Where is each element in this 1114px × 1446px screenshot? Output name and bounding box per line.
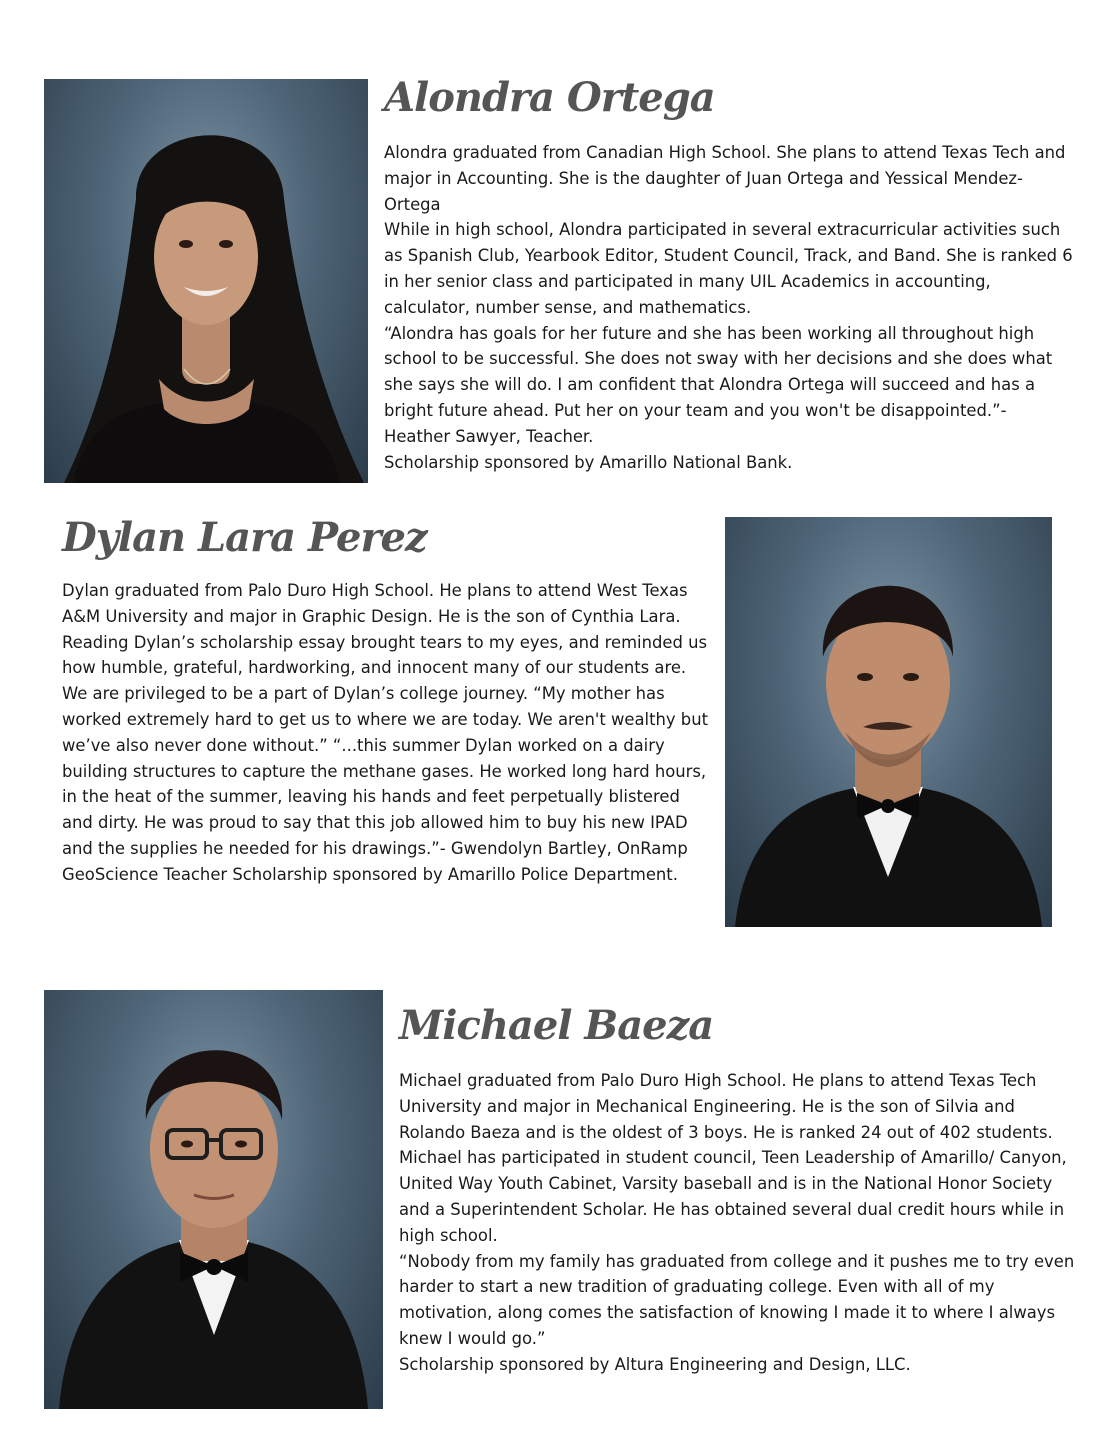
bio-paragraph: “Nobody from my family has graduated from college and it pushes me to try even harder to start a new tradition of graduating college. Even with all of my motivation, along comes the satisfaction of knowing I made it to where I always knew I would go.” — [399, 1251, 1075, 1348]
student-photo-alondra — [44, 79, 368, 483]
student-name-alondra: Alondra Ortega — [384, 74, 715, 121]
student-bio-michael — [399, 1068, 1077, 1378]
portrait-illustration — [44, 79, 368, 483]
portrait-illustration — [44, 990, 383, 1409]
bio-paragraph: Scholarship sponsored by Altura Engineering and Design, LLC. — [399, 1354, 911, 1374]
student-bio-alondra — [384, 140, 1074, 475]
student-name-michael: Michael Baeza — [399, 1002, 714, 1049]
bio-paragraph: Alondra graduated from Canadian High School. She plans to attend Texas Tech and major in Accounting. She is the daughter of Juan Ortega and Yessical Mendez-Ortega — [384, 143, 1066, 214]
bio-paragraph: Dylan graduated from Palo Duro High School. He plans to attend West Texas A&M University and major in Graphic Design. He is the son of Cynthia Lara. — [62, 581, 688, 626]
bio-paragraph: Reading Dylan’s scholarship essay brought tears to my eyes, and reminded us how humble, grateful, hardworking, and innocent many of our students are. We are privileged to be a part of Dylan’s college journey. “My mother has worked extremely hard to get us to where we are today. We aren't wealthy but we’ve also never done without.” “...this summer Dylan worked on a dairy building structures to capture the methane gases. He worked long hard hours, in the heat of the summer, leaving his hands and feet perpetually blistered and dirty. He was proud to say that this job allowed him to buy his new IPAD and the supplies he needed for his drawings.”- Gwendolyn Bartley, OnRamp GeoScience Teacher Scholarship sponsored by Amarillo Police Department. — [62, 632, 709, 884]
bio-paragraph: “Alondra has goals for her future and she has been working all throughout high school to be successful. She does not sway with her decisions and she does what she says she will do. I am confident that Alondra Ortega will succeed and has a bright future ahead. Put her on your team and you won't be disappointed.”- Heather Sawyer, Teacher. — [384, 323, 1053, 446]
student-name-dylan: Dylan Lara Perez — [62, 514, 427, 561]
student-bio-dylan — [62, 578, 714, 888]
bio-paragraph: Michael graduated from Palo Duro High School. He plans to attend Texas Tech University and major in Mechanical Engineering. He is the son of Silvia and Rolando Baeza and is the oldest of 3 boys. He is ranked 24 out of 402 students. Michael has participated in student council, Teen Leadership of Amarillo/ Canyon, United Way Youth Cabinet, Varsity baseball and is in the National Honor Society and a Superintendent Scholar. He has obtained several dual credit hours while in high school. — [399, 1071, 1067, 1245]
student-photo-michael — [44, 990, 383, 1409]
portrait-illustration — [725, 517, 1052, 927]
bio-paragraph: While in high school, Alondra participated in several extracurricular activities such as Spanish Club, Yearbook Editor, Student Council, Track, and Band. She is ranked 6 in her senior class and participated in many UIL Academics in accounting, calculator, number sense, and mathematics. — [384, 220, 1073, 317]
student-photo-dylan — [725, 517, 1052, 927]
bio-paragraph: Scholarship sponsored by Amarillo National Bank. — [384, 452, 793, 472]
